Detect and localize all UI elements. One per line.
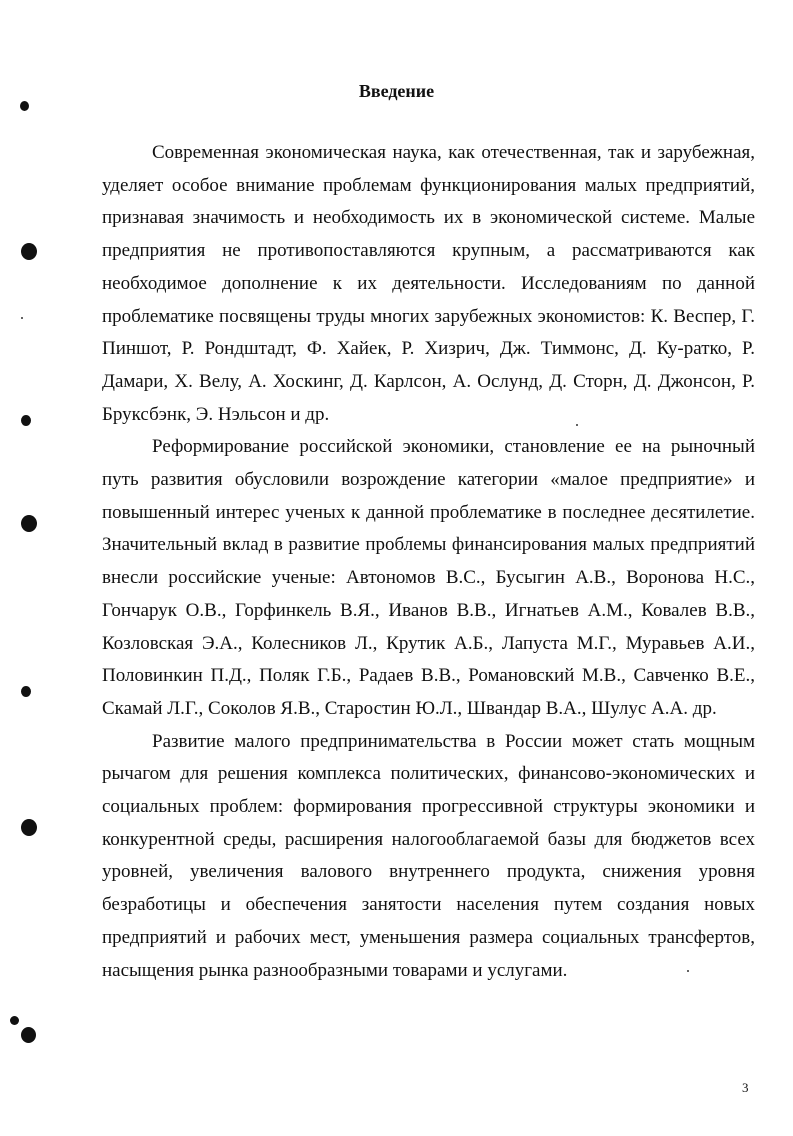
page-number: 3 — [742, 1080, 749, 1095]
punch-hole-mark — [20, 101, 29, 111]
punch-hole-mark — [21, 1027, 36, 1043]
punch-hole-mark — [21, 515, 37, 532]
paragraph: Реформирование российской экономики, становление ее на рыночный путь развития обусловили возрождение категории «малое предприятие» и повышенный интерес ученых к данной проблематике в последнее десятилетие. Значительный вклад в развитие проблемы финансирования малых предприятий внесли российские ученые: Автономов В.С., Бусыгин А.В., Воронова Н.С., Гончарук О.В., Горфинкель В.Я., Иванов В.В., Игнатьев А.М., Ковалев В.В., Козловская Э.А., Колесников Л., Крутик А.Б., Лапуста М.Г., Муравьев А.И., Половинкин П.Д., Поляк Г.Б., Радаев В.В., Романовский М.В., Савченко В.Е., Скамай Л.Г., Соколов Я.В., Старостин Ю.Л., Швандар В.А., Шулус А.А. др. — [102, 436, 755, 719]
scan-speck — [21, 317, 23, 319]
punch-hole-mark — [21, 243, 37, 260]
punch-hole-mark — [21, 686, 31, 697]
punch-hole-mark — [21, 819, 37, 836]
body-text — [102, 137, 755, 987]
punch-hole-mark — [10, 1016, 19, 1025]
punch-hole-mark — [21, 415, 31, 426]
paragraph: Развитие малого предпринимательства в России может стать мощным рычагом для решения комплекса политических, финансово-экономических и социальных проблем: формирования прогрессивной структуры экономики и конкурентной среды, расширения налогооблагаемой базы для бюджетов всех уровней, увеличения валового внутреннего продукта, снижения уровня безработицы и обеспечения занятости населения путем создания новых предприятий и рабочих мест, уменьшения размера социальных трансфертов, насыщения рынка разнообразными товарами и услугами. — [102, 730, 755, 981]
page-title: Введение — [358, 81, 435, 101]
paragraph: Современная экономическая наука, как отечественная, так и зарубежная, уделяет особое внимание проблемам функционирования малых предприятий, признавая значимость и необходимость их в экономической системе. Малые предприятия не противопоставляются крупным, а рассматриваются как необходимое дополнение к их деятельности. Исследованиям по данной проблематике посвящены труды многих зарубежных экономистов: К. Веспер, Г. Пиншот, Р. Рондштадт, Ф. Хайек, Р. Хизрич, Дж. Тиммонс, Д. Ку-ратко, Р. Дамари, Х. Велу, А. Хоскинг, Д. Карлсон, А. Ослунд, Д. Сторн, Д. Джонсон, Р. Бруксбэнк, Э. Нэльсон и др. — [102, 142, 755, 425]
